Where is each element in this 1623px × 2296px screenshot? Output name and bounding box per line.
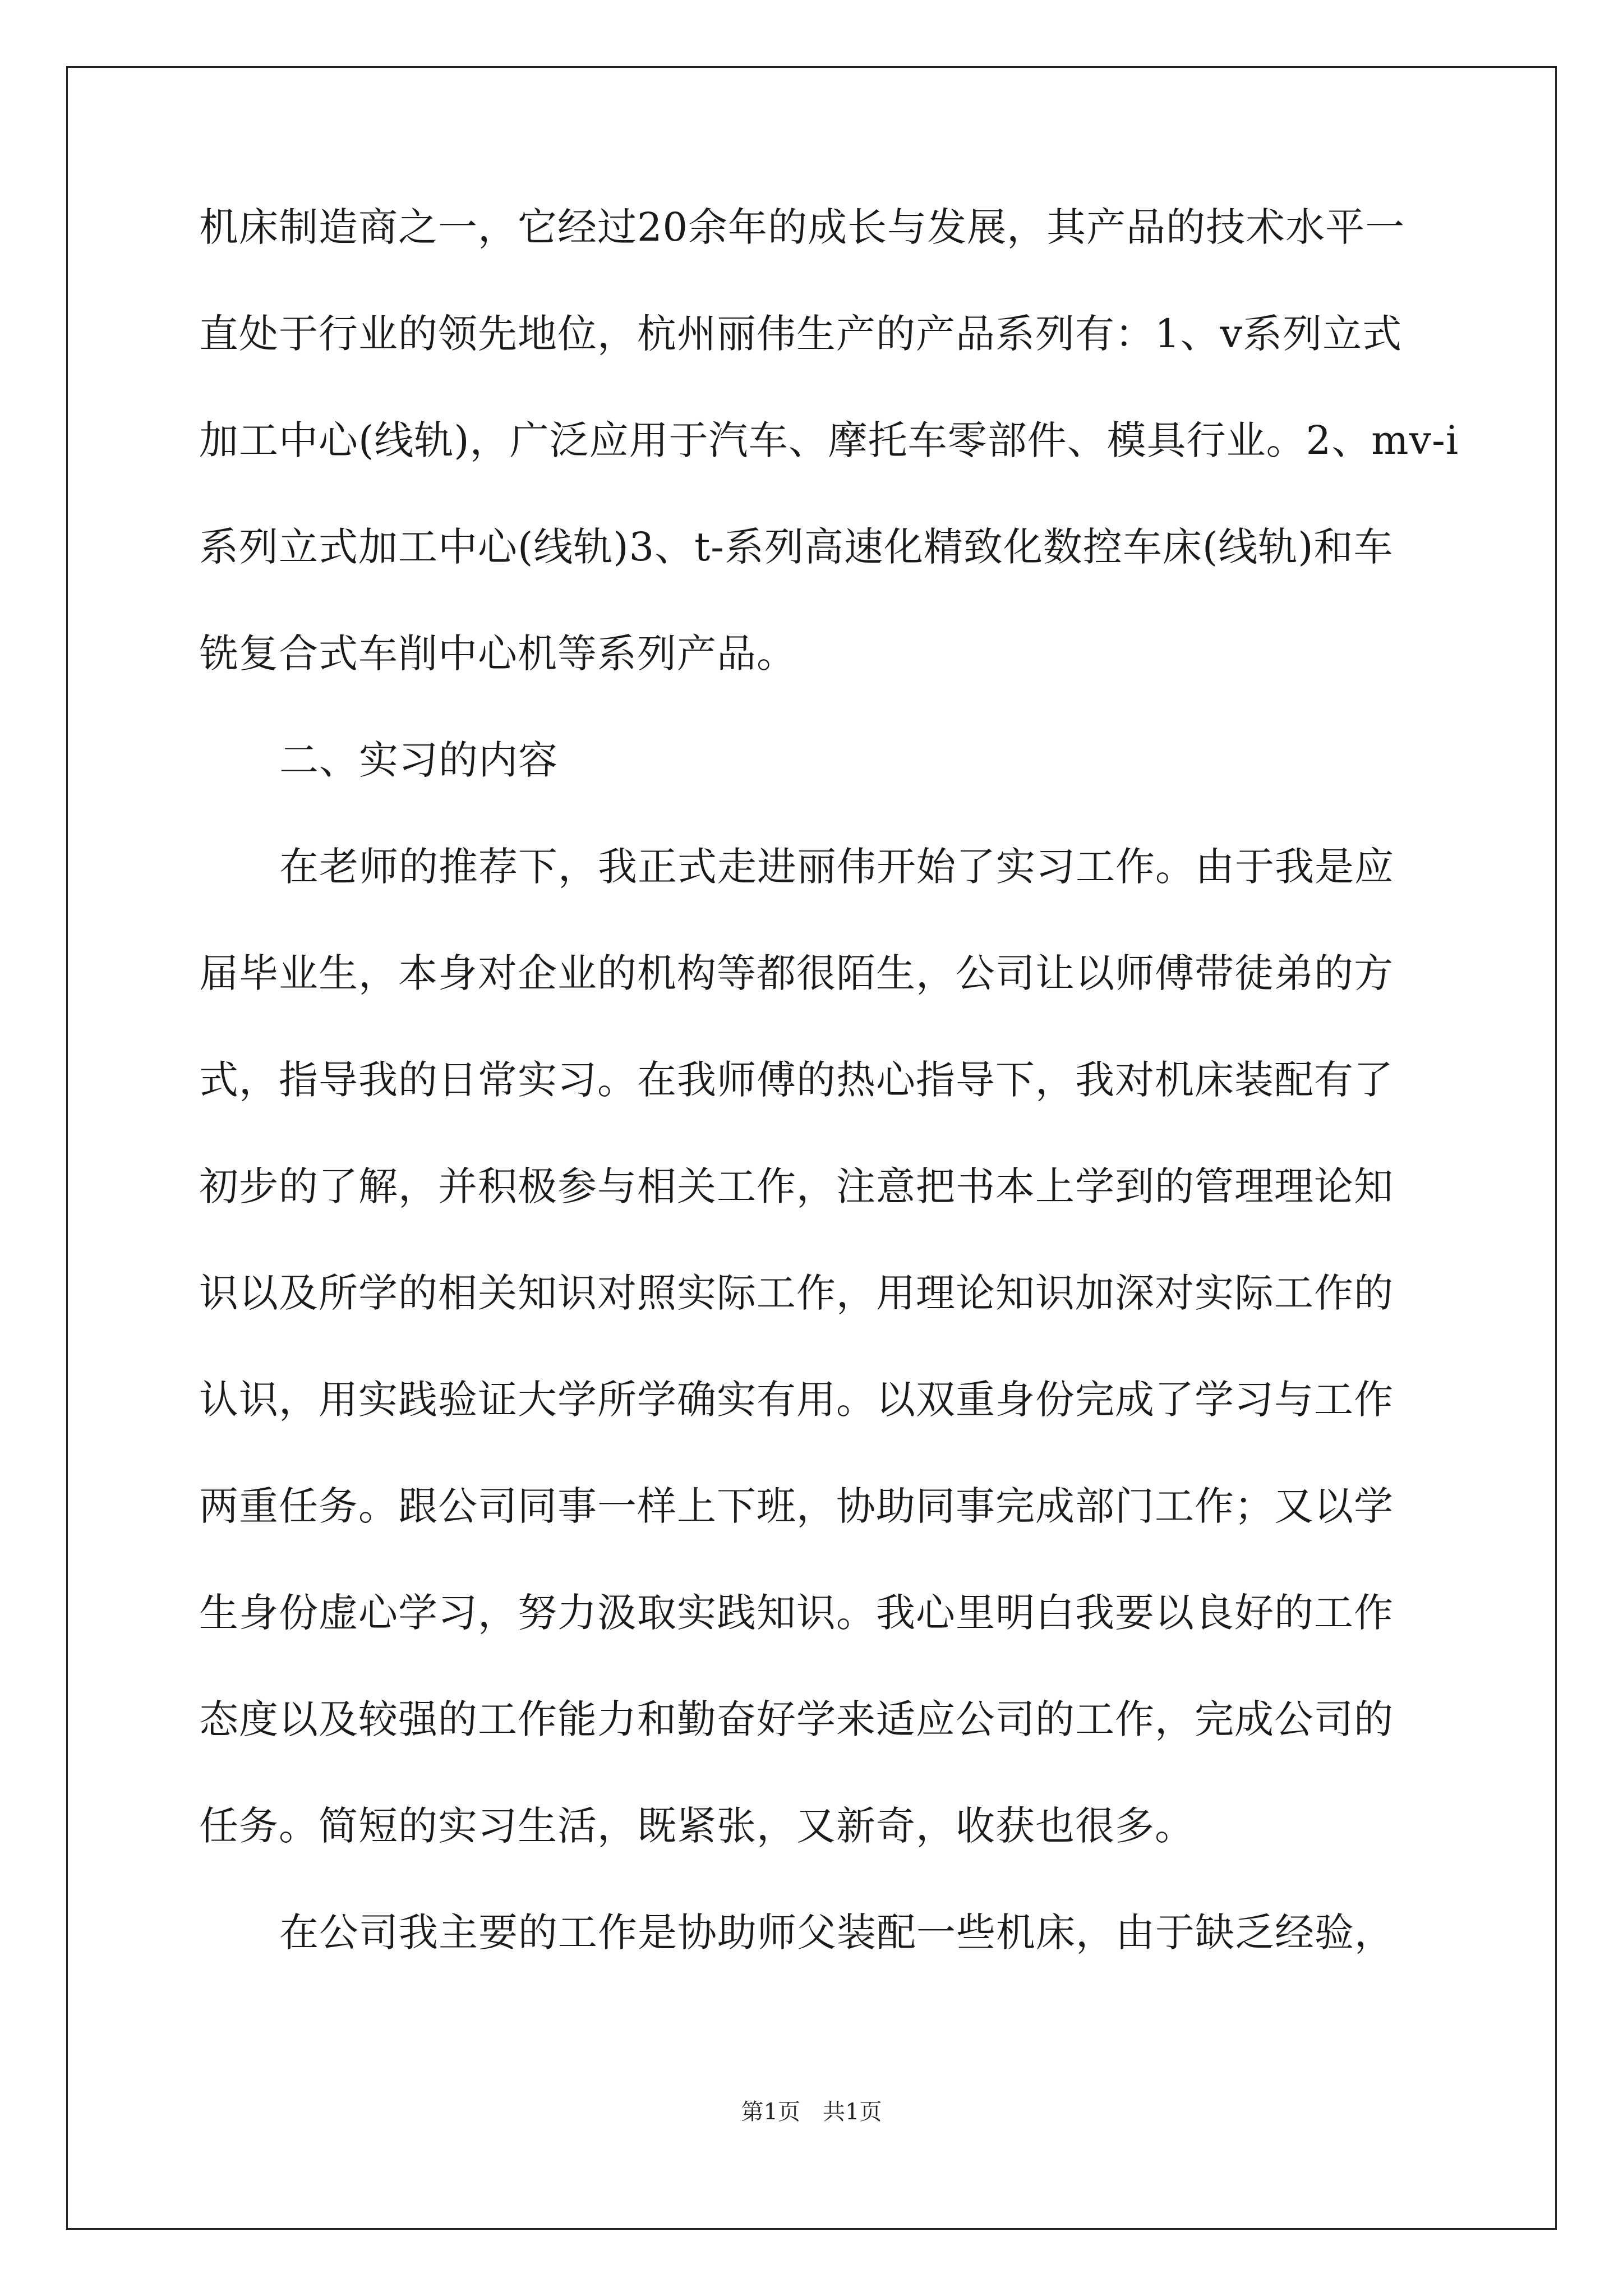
paragraph-line: 在公司我主要的工作是协助师父装配一些机床，由于缺乏经验， (279, 1910, 1394, 1955)
paragraph-line: 直处于行业的领先地位，杭州丽伟生产的产品系列有：1、v系列立式 (199, 311, 1403, 357)
paragraph-line: 加工中心(线轨)，广泛应用于汽车、摩托车零部件、模具行业。2、mv-i (199, 417, 1459, 463)
paragraph-line: 铣复合式车削中心机等系列产品。 (199, 631, 796, 677)
paragraph-line: 初步的了解，并积极参与相关工作，注意把书本上学到的管理理论知 (199, 1163, 1394, 1209)
section-heading: 二、实习的内容 (279, 737, 558, 783)
paragraph-line: 届毕业生，本身对企业的机构等都很陌生，公司让以师傅带徒弟的方 (199, 950, 1394, 996)
paragraph-line: 两重任务。跟公司同事一样上下班，协助同事完成部门工作；又以学 (199, 1483, 1394, 1529)
page-footer: 第1页 共1页 (741, 2099, 882, 2125)
paragraph-line: 式，指导我的日常实习。在我师傅的热心指导下，我对机床装配有了 (199, 1057, 1394, 1103)
paragraph-line: 机床制造商之一，它经过20余年的成长与发展，其产品的技术水平一 (199, 204, 1405, 250)
page-border (66, 66, 1557, 2230)
paragraph-line: 态度以及较强的工作能力和勤奋好学来适应公司的工作，完成公司的 (199, 1696, 1394, 1742)
paragraph-line: 系列立式加工中心(线轨)3、t-系列高速化精致化数控车床(线轨)和车 (199, 524, 1394, 570)
paragraph-line: 在老师的推荐下，我正式走进丽伟开始了实习工作。由于我是应 (279, 844, 1394, 890)
paragraph-line: 任务。简短的实习生活，既紧张，又新奇，收获也很多。 (199, 1803, 1195, 1849)
paragraph-line: 识以及所学的相关知识对照实际工作，用理论知识加深对实际工作的 (199, 1270, 1394, 1316)
paragraph-line: 认识，用实践验证大学所学确实有用。以双重身份完成了学习与工作 (199, 1377, 1394, 1423)
paragraph-line: 生身份虚心学习，努力汲取实践知识。我心里明白我要以良好的工作 (199, 1590, 1394, 1636)
